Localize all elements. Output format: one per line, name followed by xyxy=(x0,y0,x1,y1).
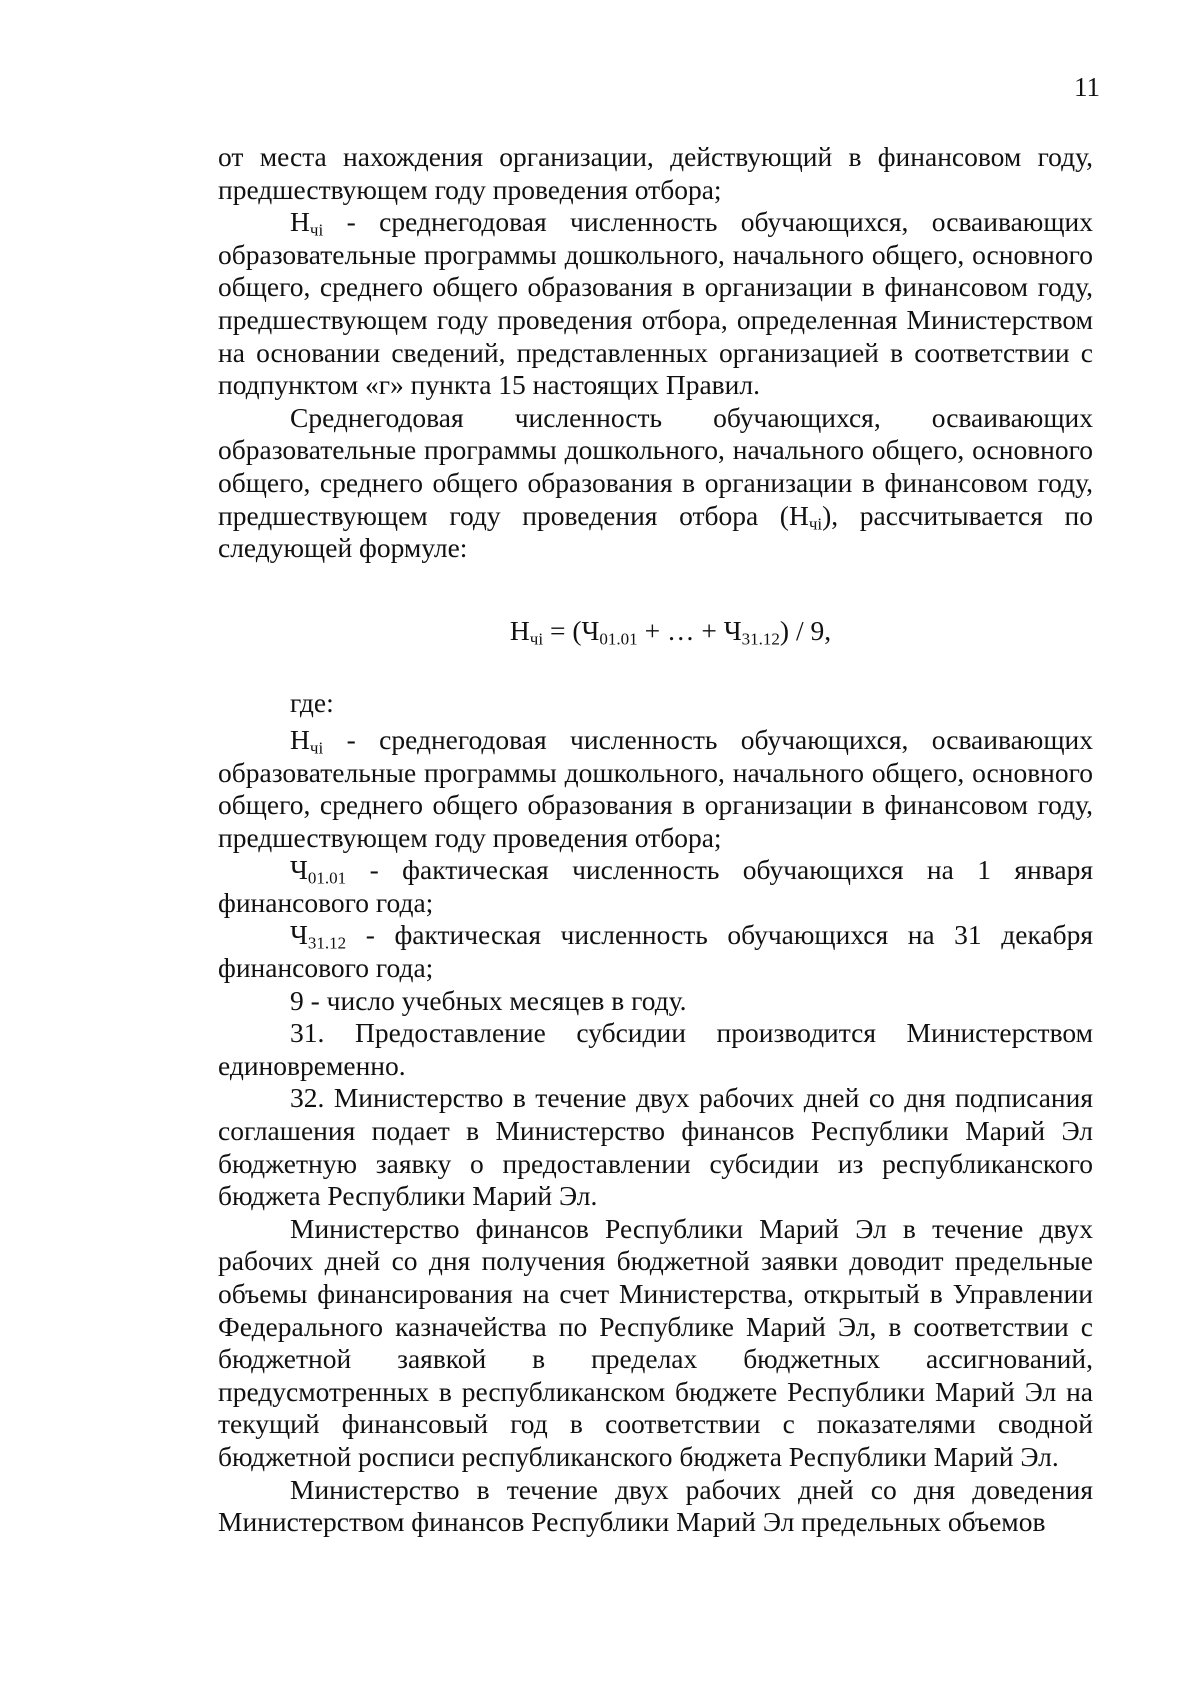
symbol-subscript: чi xyxy=(309,220,324,240)
symbol: Ч xyxy=(290,854,308,886)
symbol-subscript: 01.01 xyxy=(307,868,347,888)
symbol-subscript: 31.12 xyxy=(307,933,347,953)
paragraph-text: Среднегодовая численность обучающихся, осваивающих образовательные программы дошкольного, начального общего, основного общего, среднего общего образования в организации в финансовом году, предшествующем году проведения отбора (Н xyxy=(218,401,1093,531)
paragraph-text: - среднегодовая численность обучающихся, осваивающих образовательные программы дошкольного, начального общего, основного общего, среднего общего образования в организации в финансовом году, предшествующем году проведения отбора, определенная Министерством на основании сведений, представленных организацией в соответствии с подпунктом «г» пункта 15 настоящих Правил. xyxy=(218,206,1093,401)
page-number: 11 xyxy=(1074,72,1100,102)
formula xyxy=(218,615,1093,648)
clause-32-ministry-finance: Министерство финансов Республики Марий Эл в течение двух рабочих дней со дня получения бюджетной заявки доводит предельные объемы финансирования на счет Министерства, открытый в Управлении Федерального казначейства по Республике Марий Эл, в соответствии с бюджетной заявкой в пределах бюджетных ассигнований, предусмотренных в республиканском бюджете Республики Марий Эл на текущий финансовый год в соответствии с показателями сводной бюджетной росписи республиканского бюджета Республики Марий Эл. xyxy=(218,1212,1093,1472)
symbol-subscript: чi xyxy=(309,738,324,758)
symbol: Н xyxy=(290,206,310,238)
formula-part: Н xyxy=(509,614,530,646)
where-label: где: xyxy=(290,687,334,719)
formula-subscript: чi xyxy=(529,628,544,648)
formula-subscript: 01.01 xyxy=(599,628,638,648)
formula-part: + … + Ч xyxy=(637,614,742,646)
symbol: Н xyxy=(290,723,310,755)
symbol: Ч xyxy=(290,919,308,951)
clause-31: 31. Предоставление субсидии производится Министерством единовременно. xyxy=(218,1017,1093,1081)
formula-part: ) / 9, xyxy=(779,614,832,646)
definition-ch0101 xyxy=(218,854,1093,919)
definition-text: - среднегодовая численность обучающихся, осваивающих образовательные программы дошкольного, начального общего, основного общего, среднего общего образования в организации в финансовом году, предшествующем году проведения отбора; xyxy=(218,723,1093,853)
formula-subscript: 31.12 xyxy=(741,628,780,648)
definition-ch3112 xyxy=(218,919,1093,984)
formula-part: = (Ч xyxy=(543,614,600,646)
document-body xyxy=(218,141,1093,1539)
clause-32: 32. Министерство в течение двух рабочих дней со дня подписания соглашения подает в Министерство финансов Республики Марий Эл бюджетную заявку о предоставлении субсидии из республиканского бюджета Республики Марий Эл. xyxy=(218,1082,1093,1212)
symbol-subscript: чi xyxy=(808,513,823,533)
definition-text: - фактическая численность обучающихся на 1 января финансового года; xyxy=(218,854,1093,918)
paragraph-text-end: ), рассчитывается по следующей формуле: xyxy=(218,499,1094,564)
paragraph-continuation: от места нахождения организации, действующий в финансовом году, предшествующем году проведения отбора; xyxy=(218,141,1093,205)
definition-text: - фактическая численность обучающихся на 31 декабря финансового года; xyxy=(218,919,1093,984)
clause-32-continuation: Министерство в течение двух рабочих дней со дня доведения Министерством финансов Республики Марий Эл предельных объемов xyxy=(218,1473,1093,1538)
definition-nchi xyxy=(218,724,1093,854)
paragraph-definition-nchi xyxy=(218,206,1093,402)
paragraph-average-count xyxy=(218,402,1093,565)
definition-months: 9 - число учебных месяцев в году. xyxy=(290,984,687,1016)
